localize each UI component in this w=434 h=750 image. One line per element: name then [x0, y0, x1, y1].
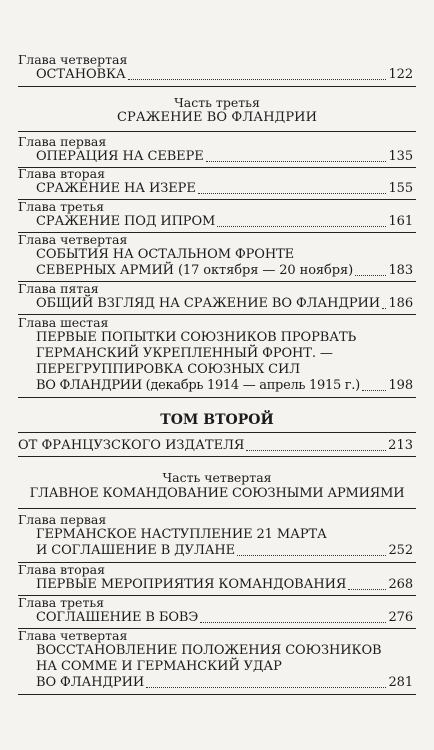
section-rule: [18, 508, 416, 509]
chapter-label: Глава четвертая: [18, 232, 128, 247]
dot-leader: [237, 555, 386, 556]
chapter-title-line: [36, 149, 413, 165]
chapter-title-line: [36, 378, 413, 394]
page-number: 213: [388, 438, 413, 453]
chapter-title-text: СРАЖЕНИЕ НА ИЗЕРЕ: [36, 181, 196, 196]
section-rule: [18, 86, 416, 87]
chapter-title-line: СОБЫТИЯ НА ОСТАЛЬНОМ ФРОНТЕ: [36, 247, 295, 262]
chapter-label: Глава четвертая: [18, 52, 128, 67]
page-number: 268: [388, 577, 413, 592]
chapter-title-line: НА СОММЕ И ГЕРМАНСКИЙ УДАР: [36, 659, 282, 674]
section-rule: [18, 694, 416, 695]
page-number: 155: [388, 181, 413, 196]
page-number: 161: [388, 214, 413, 229]
chapter-title-line: [36, 577, 413, 593]
dot-leader: [200, 622, 386, 623]
chapter-title-line: [36, 214, 413, 230]
chapter-title-line: [36, 296, 413, 312]
section-rule: [18, 397, 416, 398]
page-number: 198: [388, 378, 413, 393]
chapter-title-text: ОТ ФРАНЦУЗСКОГО ИЗДАТЕЛЯ: [18, 438, 245, 453]
chapter-title-text: ОПЕРАЦИЯ НА СЕВЕРЕ: [36, 149, 204, 164]
chapter-label: Глава третья: [18, 595, 105, 610]
part-label: Часть третья: [174, 95, 260, 110]
chapter-title-text: СЕВЕРНЫХ АРМИЙ (17 октября — 20 ноября): [36, 263, 354, 278]
section-rule: [18, 131, 416, 132]
page-number: 183: [388, 263, 413, 278]
page-number: 281: [388, 675, 413, 690]
section-rule: [18, 432, 416, 433]
page-number: 135: [388, 149, 413, 164]
chapter-title-text: СОГЛАШЕНИЕ В БОВЭ: [36, 610, 199, 625]
chapter-title-text: ОБЩИЙ ВЗГЛЯД НА СРАЖЕНИЕ ВО ФЛАНДРИИ: [36, 296, 380, 311]
chapter-title-text: ВО ФЛАНДРИИ: [36, 675, 145, 690]
chapter-title-line: ВОССТАНОВЛЕНИЕ ПОЛОЖЕНИЯ СОЮЗНИКОВ: [36, 643, 382, 658]
chapter-title-line: ПЕРЕГРУППИРОВКА СОЮЗНЫХ СИЛ: [36, 362, 300, 377]
chapter-title-line: [36, 181, 413, 197]
chapter-label: Глава шестая: [18, 315, 109, 330]
chapter-title-line: ПЕРВЫЕ ПОПЫТКИ СОЮЗНИКОВ ПРОРВАТЬ: [36, 330, 357, 345]
chapter-title-line: [36, 610, 413, 626]
chapter-title-text: ВО ФЛАНДРИИ (декабрь 1914 — апрель 1915 г.): [36, 378, 360, 393]
chapter-title-text: ПЕРВЫЕ МЕРОПРИЯТИЯ КОМАНДОВАНИЯ: [36, 577, 347, 592]
dot-leader: [355, 275, 386, 276]
chapter-title-line: ГЕРМАНСКИЙ УКРЕПЛЕННЫЙ ФРОНТ. —: [36, 346, 333, 361]
chapter-label: Глава третья: [18, 199, 105, 214]
dot-leader: [362, 390, 387, 391]
chapter-title-line: [36, 263, 413, 279]
chapter-title-text: ОСТАНОВКА: [36, 67, 126, 82]
chapter-title-line: [36, 543, 413, 559]
chapter-label: Глава четвертая: [18, 628, 128, 643]
chapter-title-text: СРАЖЕНИЕ ПОД ИПРОМ: [36, 214, 216, 229]
dot-leader: [382, 308, 387, 309]
part-title: СРАЖЕНИЕ ВО ФЛАНДРИИ: [116, 110, 318, 125]
toc-entry: [18, 438, 413, 454]
dot-leader: [217, 226, 386, 227]
chapter-title-line: [36, 675, 413, 691]
chapter-label: Глава вторая: [18, 562, 105, 577]
dot-leader: [198, 193, 387, 194]
part-label: Часть четвертая: [162, 470, 272, 485]
section-rule: [18, 456, 416, 457]
page-number: 122: [388, 67, 413, 82]
chapter-label: Глава пятая: [18, 281, 99, 296]
volume-title: ТОМ ВТОРОЙ: [160, 412, 274, 428]
dot-leader: [246, 450, 386, 451]
chapter-title-line: ГЕРМАНСКОЕ НАСТУПЛЕНИЕ 21 МАРТА: [36, 527, 327, 542]
chapter-label: Глава первая: [18, 134, 107, 149]
chapter-label: Глава вторая: [18, 166, 105, 181]
page-number: 186: [388, 296, 413, 311]
chapter-title-line: [36, 67, 413, 83]
dot-leader: [146, 687, 386, 688]
page-number: 252: [388, 543, 413, 558]
chapter-title-text: И СОГЛАШЕНИЕ В ДУЛАНЕ: [36, 543, 236, 558]
part-title: ГЛАВНОЕ КОМАНДОВАНИЕ СОЮЗНЫМИ АРМИЯМИ: [29, 486, 405, 501]
chapter-label: Глава первая: [18, 512, 107, 527]
dot-leader: [128, 79, 387, 80]
dot-leader: [348, 589, 386, 590]
dot-leader: [206, 161, 387, 162]
page-number: 276: [388, 610, 413, 625]
